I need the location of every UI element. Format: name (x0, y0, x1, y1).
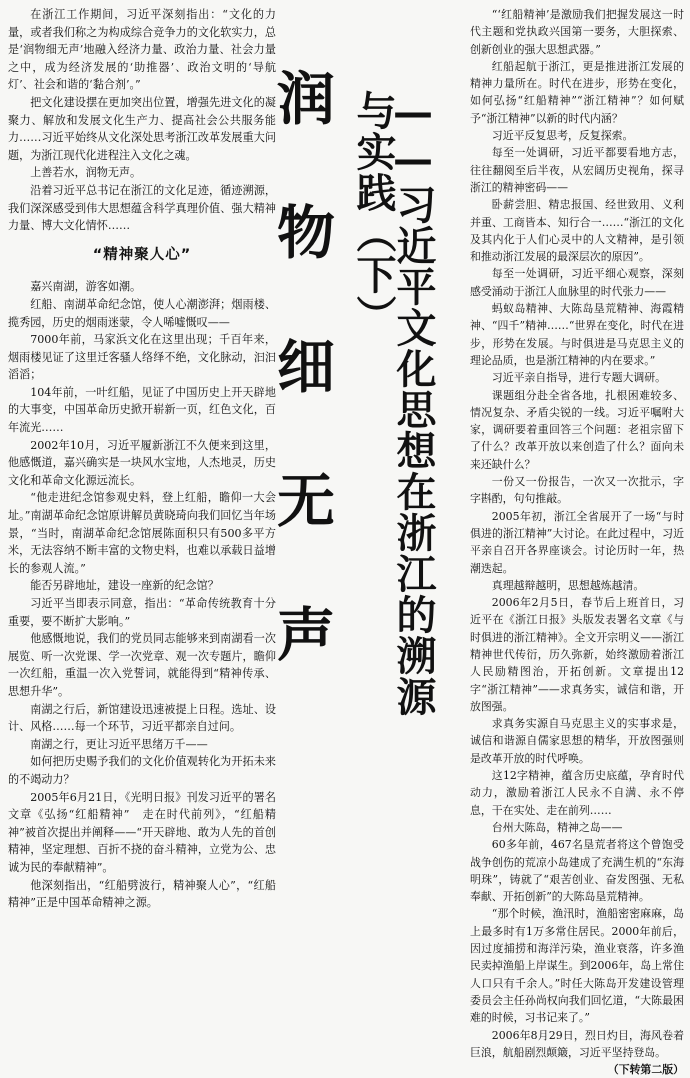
section-paragraphs (8, 278, 276, 911)
headline-char: 无 (276, 467, 335, 535)
continued-note: （下转第二版） (607, 1063, 684, 1077)
paragraph: 2005年初，浙江全省展开了一场“与时俱进的浙江精神”大讨论。在此过程中，习近平亲自召开各界座谈会。讨论历时一年，热潮迭起。 (470, 509, 684, 575)
paragraph: 课题组分赴全省各地，扎根困难较多、情况复杂、矛盾尖锐的一线。习近平嘱咐大家，调研要着重回答三个问题：老祖宗留下了什么？改革开放以来创造了什么？面向未来还缺什么？ (470, 388, 684, 471)
paragraph: 台州大陈岛，精神之岛—— (491, 820, 623, 834)
paragraph: 南湖之行后，新馆建设迅速被提上日程。选址、设计、风格……每一个环节，习近平都亲自过问。 (8, 702, 276, 734)
paragraph: 2006年2月5日，春节后上班首日，习近平在《浙江日报》头版发表署名文章《与时俱进的浙江精神》。全文开宗明义——浙江精神世代传衍，历久弥新，始终激励着浙江人民励精图治，开拓创新。文章提出12字“浙江精神”——求真务实，诚信和谐，开放图强。 (470, 596, 684, 713)
right-paragraphs (470, 6, 684, 1061)
paragraph: 在浙江工作期间，习近平深刻指出：“文化的力量，或者我们称之为构成综合竞争力的文化软实力，总是‘润物细无声’地融入经济力量、政治力量、社会力量之中，成为经济发展的‘助推器’、政治文明的‘导航灯’、社会和谐的‘黏合剂’。” (8, 8, 276, 92)
paragraph: 红船、南湖革命纪念馆，使人心潮澎湃；烟雨楼、揽秀园，历史的烟雨迷蒙，令人唏嘘慨叹—— (8, 297, 276, 329)
intro-paragraphs (8, 6, 276, 235)
paragraph: 这12字精神，蕴含历史底蕴，孕育时代动力，激励着浙江人民永不自满、永不停息，干在实处、走在前列…… (470, 769, 684, 817)
paragraph: “他走进纪念馆参观史料，登上红船，瞻仰一大会址。”南湖革命纪念馆原讲解员黄晓琦向我们回忆当年场景，“当时，南湖革命纪念馆展陈面积只有500多平方米，无法容纳不断丰富的文物史料，也难以承载日益增长的参观人流。” (8, 491, 276, 575)
headline-main (270, 65, 342, 740)
paragraph: 卧薪尝胆、精忠报国、经世致用、义利并重、工商皆本、知行合一……“浙江的文化及其内化于人们心灵中的人文精神，是引领和推动浙江发展的最深层次的原因”。 (470, 198, 684, 264)
paragraph: “那个时候，渔汛时，渔船密密麻麻，岛上最多时有1万多常住居民。2000年前后，因过度捕捞和海洋污染，渔业衰落，许多渔民卖掉渔船上岸谋生。到2006年，岛上常住人口只有千余人。”时任大陈岛开发建设管理委员会主任孙尚权向我们回忆道，“大陈最困难的时候，习书记来了。” (470, 907, 684, 1025)
paragraph: 60多年前，467名垦荒者将这个曾饱受战争创伤的荒凉小岛建成了充满生机的“东海明珠”，铸就了“艰苦创业、奋发图强、无私奉献、开拓创新”的大陈岛垦荒精神。 (470, 838, 684, 904)
paragraph: 习近平亲自指导，进行专题大调研。 (491, 371, 667, 385)
paragraph: 真理越辩越明，思想越炼越清。 (491, 578, 645, 592)
paragraph: 一份又一份报告，一次又一次批示，字字斟酌，句句推敲。 (470, 475, 684, 506)
paragraph: 嘉兴南湖，游客如潮。 (30, 280, 142, 294)
paragraph: 沿着习近平总书记在浙江的文化足迹，循迹溯源，我们深深感受到伟大思想蕴含科学真理价值、强大精神力量、博大文化情怀…… (8, 183, 276, 233)
paragraph: 每至一处调研，习近平都要看地方志，往往翻阅至后半夜，从宏阔历史视角，探寻浙江的精神密码—— (470, 146, 684, 194)
headline-char: 细 (276, 333, 335, 401)
paragraph: 习近平当即表示同意，指出：“革命传统教育十分重要，要不断扩大影响。” (8, 597, 276, 628)
paragraph: 7000年前，马家浜文化在这里出现；千百年来，烟雨楼见证了这里迁客骚人络绎不绝，文化脉动，汩汩滔滔； (8, 333, 276, 382)
headline-char: 声 (276, 601, 335, 669)
paragraph: 上善若水，润物无声。 (30, 166, 142, 180)
headline-char: 润 (276, 65, 335, 133)
paragraph: 南湖之行，更让习近平思绪万千—— (30, 737, 208, 751)
paragraph: 能否另辟地址，建设一座新的纪念馆？ (30, 579, 219, 593)
article-right-column (470, 6, 684, 1078)
paragraph: 把文化建设摆在更加突出位置，增强先进文化的凝聚力、解放和发展文化生产力、提高社会公共服务能力……习近平始终从文化深处思考浙江改革发展重大问题，为浙江现代化进程注入文化之魂。 (8, 95, 276, 162)
headline-subtitle: ——习近平文化思想在浙江的溯源与实践（下） (350, 90, 436, 717)
paragraph: 红船起航于浙江，更是推进浙江发展的精神力量所在。时代在进步，形势在变化，如何弘扬“红船精神”“浙江精神”？如何赋予“浙江精神”以新的时代内涵？ (470, 59, 684, 125)
paragraph: 他感慨地说，我们的党员同志能够来到南湖看一次展览、听一次党课、学一次党章、观一次专题片，瞻仰一次红船，重温一次入党誓词，就能得到“精神传承、思想升华”。 (8, 632, 276, 698)
paragraph: 每至一处调研，习近平细心观察，深刻感受涌动于浙江人血脉里的时代张力—— (470, 267, 684, 298)
paragraph: 如何把历史赐予我们的文化价值观转化为开拓未来的不竭动力？ (8, 755, 276, 786)
paragraph: “‘红船精神’是激励我们把握发展这一时代主题和党执政兴国第一要务，大胆探索、创新创业的强大思想武器。” (470, 8, 684, 56)
section-heading: “精神聚人心” (92, 246, 192, 263)
paragraph: 习近平反复思考，反复探索。 (491, 129, 634, 143)
paragraph: 求真务实源自马克思主义的实事求是，诚信和谐源自儒家思想的精华，开放图强则是改革开放的时代呼唤。 (470, 717, 684, 765)
paragraph: 2002年10月，习近平履新浙江不久便来到这里，他感慨道，嘉兴确实是一块风水宝地，人杰地灵，历史文化和革命文化源远流长。 (8, 438, 276, 487)
headline-char: 物 (276, 199, 335, 267)
paragraph: 2006年8月29日，烈日灼目，海风卷着巨浪，航船剧烈颠簸，习近平坚持登岛。 (470, 1028, 684, 1059)
paragraph: 蚂蚁岛精神、大陈岛垦荒精神、海霞精神、“四千”精神……“世界在变化，时代在进步，形势在发展。与时俱进是马克思主义的理论品质，也是浙江精神的内在要求。” (470, 302, 684, 367)
paragraph: 104年前，一叶红船，见证了中国历史上开天辟地的大事变，中国革命历史掀开崭新一页，红色文化，百年流光…… (8, 385, 276, 435)
article-left-column (8, 6, 276, 912)
paragraph: 2005年6月21日，《光明日报》刊发习近平的署名文章《弘扬“红船精神” 走在时代前列》，“红船精神”被首次提出并阐释——“开天辟地、敢为人先的首创精神，坚定理想、百折不挠的奋斗精神，立党为公、忠诚为民的奉献精神”。 (8, 790, 276, 874)
paragraph: 他深刻指出，“红船劈波行，精神聚人心”，“红船精神”正是中国革命精神之源。 (8, 878, 276, 910)
